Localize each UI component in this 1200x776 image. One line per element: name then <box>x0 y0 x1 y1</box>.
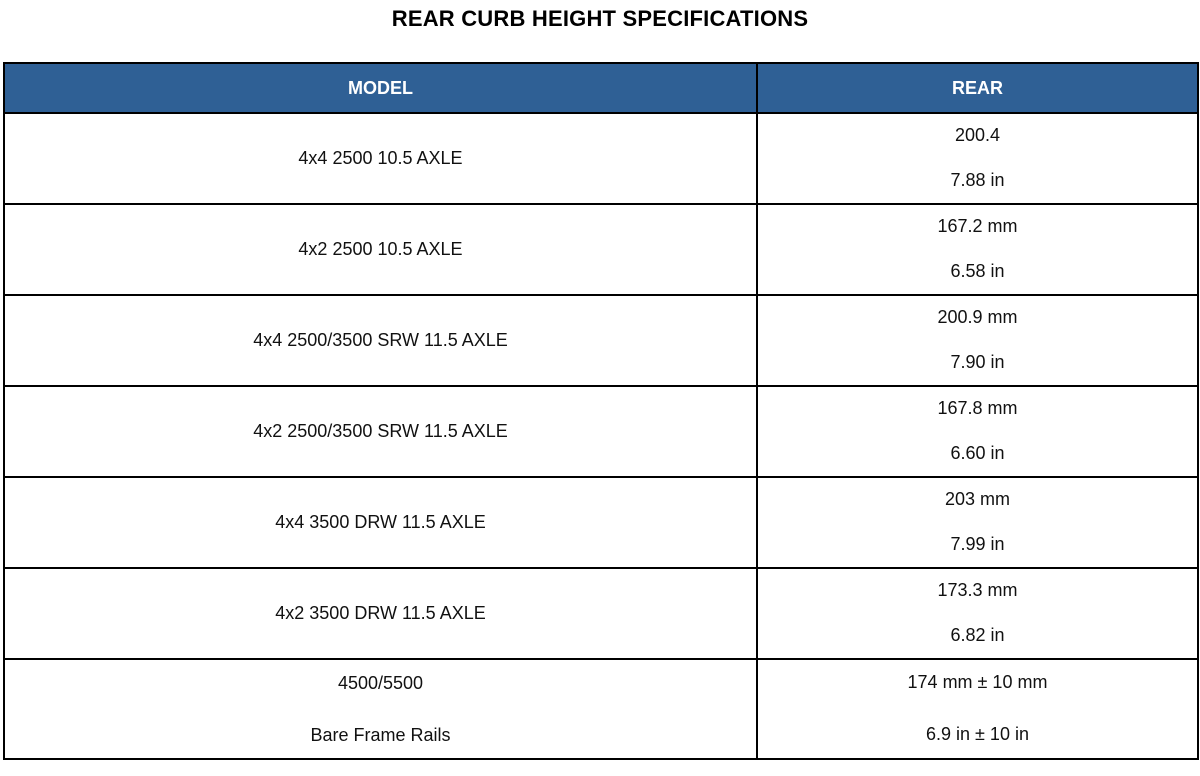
curb-height-table <box>3 62 1199 760</box>
table-row <box>4 477 1198 568</box>
model-cell: 4x4 2500/3500 SRW 11.5 AXLE <box>4 295 757 386</box>
rear-imperial-value: 6.60 in <box>950 443 1005 464</box>
rear-cell <box>757 568 1198 659</box>
rear-imperial-value: 6.9 in ± 10 in <box>926 724 1029 744</box>
column-header-model: MODEL <box>4 63 757 113</box>
model-cell: 4x4 3500 DRW 11.5 AXLE <box>4 477 757 568</box>
table-row <box>4 113 1198 204</box>
rear-metric-value: 167.8 mm <box>937 397 1018 418</box>
table-row <box>4 386 1198 477</box>
model-line-1: 4500/5500 <box>337 673 424 693</box>
rear-imperial-value: 7.88 in <box>950 170 1005 191</box>
table-header-row <box>4 63 1198 113</box>
rear-imperial-value: 6.58 in <box>950 261 1005 282</box>
rear-metric-value: 200.9 mm <box>937 306 1018 327</box>
model-cell: 4x4 2500 10.5 AXLE <box>4 113 757 204</box>
rear-metric-value: 174 mm ± 10 mm <box>907 672 1048 692</box>
page-title: REAR CURB HEIGHT SPECIFICATIONS <box>391 6 809 31</box>
table-row <box>4 659 1198 759</box>
model-line-2: Bare Frame Rails <box>310 725 451 745</box>
rear-cell <box>757 295 1198 386</box>
rear-imperial-value: 7.90 in <box>950 352 1005 373</box>
rear-metric-value: 200.4 <box>954 124 1001 145</box>
column-header-rear: REAR <box>757 63 1198 113</box>
rear-cell <box>757 659 1198 759</box>
rear-metric-value: 167.2 mm <box>937 215 1018 236</box>
model-cell: 4x2 2500/3500 SRW 11.5 AXLE <box>4 386 757 477</box>
table-row <box>4 568 1198 659</box>
table-row <box>4 204 1198 295</box>
model-cell: 4x2 3500 DRW 11.5 AXLE <box>4 568 757 659</box>
model-cell: 4x2 2500 10.5 AXLE <box>4 204 757 295</box>
rear-metric-value: 203 mm <box>944 488 1011 509</box>
rear-cell <box>757 477 1198 568</box>
rear-cell <box>757 386 1198 477</box>
rear-metric-value: 173.3 mm <box>937 579 1018 600</box>
rear-imperial-value: 7.99 in <box>950 534 1005 555</box>
model-cell <box>4 659 757 759</box>
rear-imperial-value: 6.82 in <box>950 625 1005 646</box>
rear-cell <box>757 204 1198 295</box>
rear-cell <box>757 113 1198 204</box>
table-row <box>4 295 1198 386</box>
